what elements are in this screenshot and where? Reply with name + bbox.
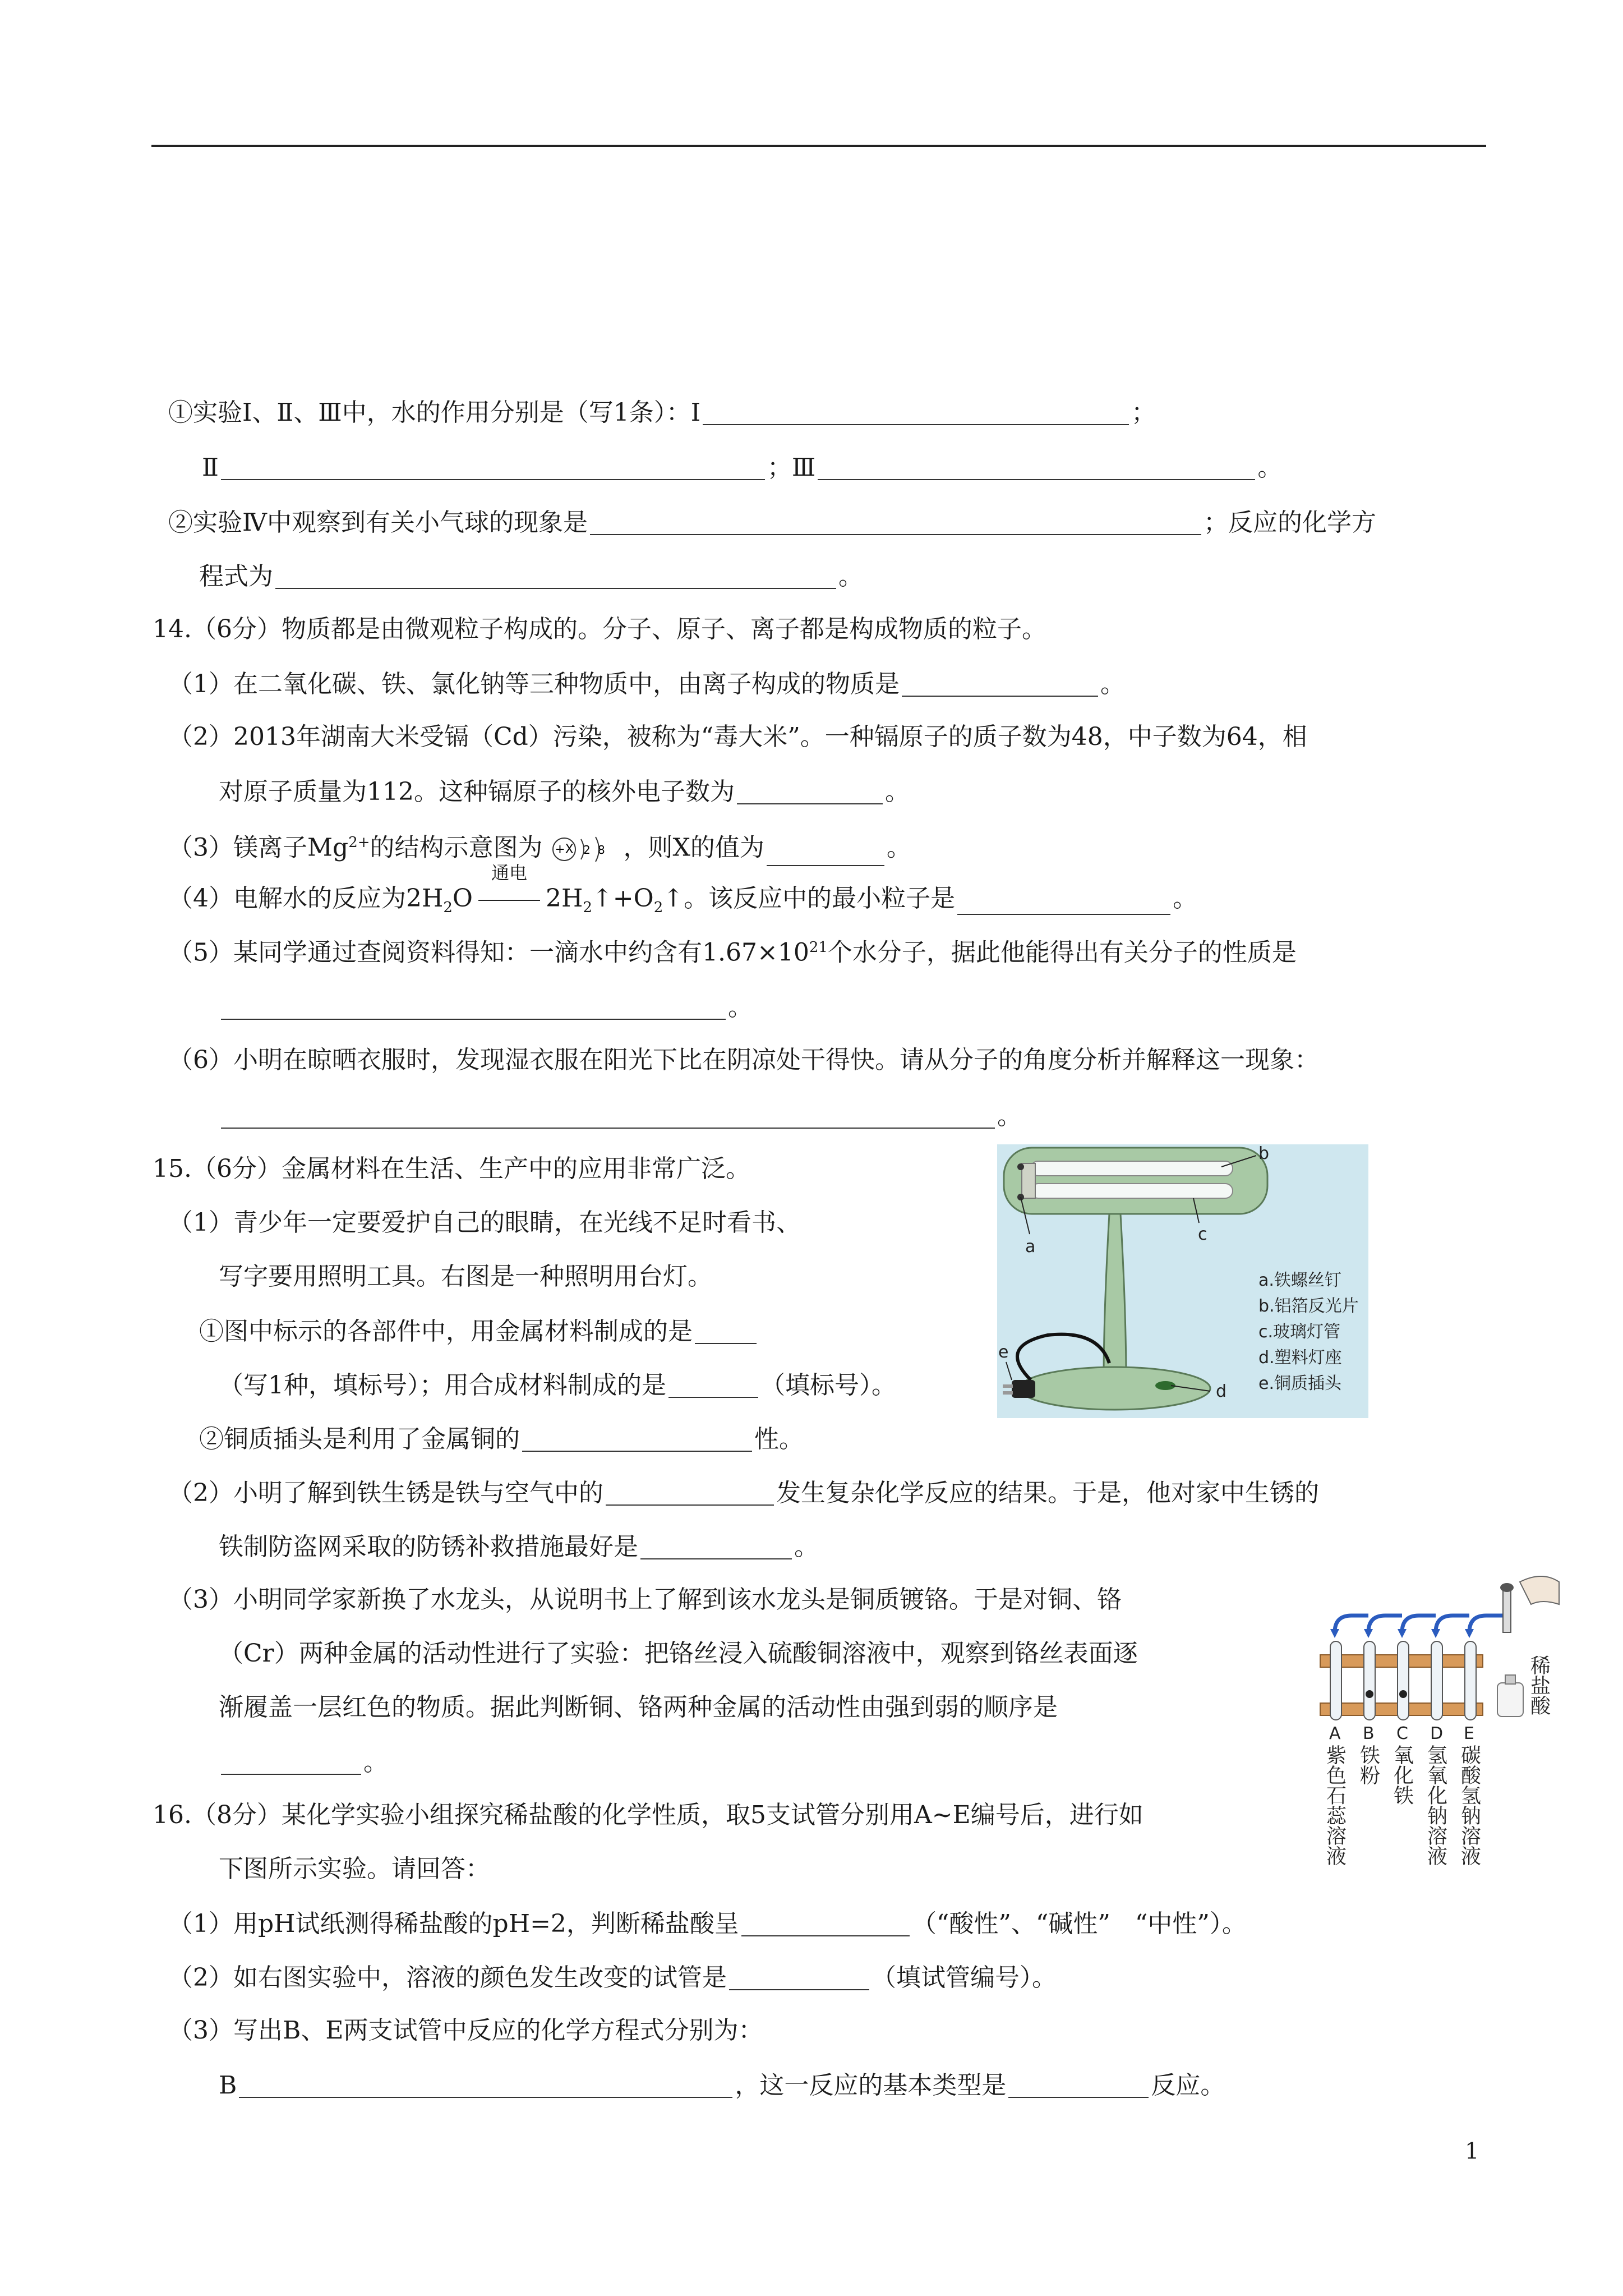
answer-blank[interactable] — [902, 671, 1098, 697]
svg-text:+X: +X — [554, 843, 574, 857]
q16-title-b: 下图所示实验。请回答： — [219, 1855, 490, 1883]
q14-p4-d: ↑+O — [592, 884, 654, 913]
lamp-label-c: c — [1198, 1225, 1207, 1244]
test-tube-figure — [1318, 1571, 1565, 1885]
dropper-icon — [1503, 1588, 1511, 1632]
answer-blank[interactable] — [221, 454, 765, 480]
q14-p2a: （2）2013年湖南大米受镉（Cd）污染，被称为“毒大米”。一种镉原子的质子数为48，中子数为64，相 — [168, 723, 1307, 751]
tube-letter: D — [1430, 1724, 1444, 1743]
answer-blank[interactable] — [606, 1480, 774, 1506]
q13-line2-end: 。 — [1257, 453, 1283, 482]
tube-letter: E — [1464, 1724, 1474, 1743]
q15-p3b: （Cr）两种金属的活动性进行了实验：把铬丝浸入硫酸铜溶液中，观察到铬丝表面逐 — [219, 1639, 1138, 1668]
answer-blank[interactable] — [221, 1749, 361, 1775]
q15-p3a: （3）小明同学家新换了水龙头，从说明书上了解到该水龙头是铜质镀铬。于是对铜、铬 — [168, 1585, 1122, 1614]
q14-p1 — [168, 671, 1125, 697]
q16-p3: （3）写出B、E两支试管中反应的化学方程式分别为： — [168, 2016, 763, 2045]
q15-p1e-text: ②铜质插头是利用了金属铜的 — [199, 1425, 520, 1453]
reaction-condition-text: 通电 — [491, 862, 527, 884]
tube-letter: B — [1363, 1724, 1375, 1743]
q15-p2a-end: 发生复杂化学反应的结果。于是，他对家中生锈的 — [776, 1479, 1319, 1507]
q15-p2b-text: 铁制防盗网采取的防锈补救措施最好是 — [219, 1533, 638, 1561]
lamp-legend-item: b.铝箔反光片 — [1258, 1296, 1359, 1316]
answer-blank[interactable] — [221, 994, 726, 1020]
lamp-legend-item: d.塑料灯座 — [1258, 1348, 1342, 1368]
q15-p1e — [199, 1426, 804, 1452]
answer-blank[interactable] — [275, 563, 836, 589]
tube-letter: A — [1329, 1724, 1341, 1743]
q16-p2-text: （2）如右图实验中，溶液的颜色发生改变的试管是 — [168, 1963, 727, 1992]
q15-p2-end: 。 — [794, 1533, 819, 1561]
q15-p1d-end: （填标号）。 — [760, 1371, 896, 1400]
q14-p6-answer — [219, 1103, 1022, 1129]
q13-line1-end: ； — [1131, 398, 1156, 427]
q14-p5-b: 个水分子，据此他能得出有关分子的性质是 — [827, 938, 1297, 967]
q14-title: 14.（6分）物质都是由微观粒子构成的。分子、原子、离子都是构成物质的粒子。 — [153, 615, 1046, 643]
tube-letter: C — [1396, 1724, 1408, 1743]
q14-p1-end: 。 — [1100, 670, 1125, 698]
q16-title-a: 16.（8分）某化学实验小组探究稀盐酸的化学性质，取5支试管分别用A~E编号后，进行如 — [153, 1801, 1144, 1829]
q14-p4-b: O — [452, 884, 473, 913]
q15-p1d-text: （写1种，填标号）；用合成材料制成的是 — [219, 1371, 666, 1400]
q14-p2b — [219, 779, 910, 804]
answer-blank[interactable] — [221, 1103, 995, 1129]
svg-text:8: 8 — [597, 843, 605, 857]
q14-p5-end: 。 — [728, 993, 753, 1022]
q13-line4 — [199, 563, 863, 589]
q14-p3-sup: 2+ — [348, 834, 370, 851]
answer-blank[interactable] — [957, 889, 1170, 915]
q15-p1e-end: 性。 — [754, 1425, 804, 1453]
q13-line3-end: ；反应的化学方 — [1203, 508, 1376, 537]
tube-label: 氢氧化钠溶液 — [1424, 1745, 1447, 1866]
q14-p5-answer — [219, 994, 753, 1020]
q14-p4-sub: 2 — [583, 899, 592, 916]
q16-p2 — [168, 1964, 1057, 1990]
answer-blank[interactable] — [1008, 2072, 1149, 2098]
answer-blank[interactable] — [729, 1964, 869, 1990]
q14-p5 — [168, 940, 1297, 965]
q14-p3-c: ，则X的值为 — [623, 833, 764, 862]
tube-label: 紫色石蕊溶液 — [1323, 1745, 1347, 1866]
q15-p3-end: 。 — [363, 1748, 388, 1777]
answer-blank[interactable] — [818, 454, 1255, 480]
q15-p2a — [168, 1480, 1319, 1506]
q14-p3 — [168, 832, 911, 866]
q16-p4-end: 反应。 — [1151, 2071, 1225, 2100]
q14-p1-text: （1）在二氧化碳、铁、氯化钠等三种物质中，由离子构成的物质是 — [168, 670, 900, 698]
q14-p3-b: 的结构示意图为 — [370, 833, 543, 862]
reagent-label — [1528, 1655, 1551, 1715]
svg-text:2: 2 — [583, 843, 591, 857]
lamp-label-d: d — [1216, 1382, 1227, 1401]
q13-line3-text: ②实验Ⅳ中观察到有关小气球的现象是 — [168, 508, 588, 537]
lamp-label-b: b — [1258, 1144, 1270, 1163]
q16-p2-end: （填试管编号）。 — [872, 1963, 1057, 1992]
answer-blank[interactable] — [737, 779, 883, 804]
screw-icon — [1017, 1163, 1024, 1170]
q16-p4 — [219, 2072, 1225, 2098]
q15-p1d — [219, 1372, 896, 1398]
q15-p1c — [199, 1318, 759, 1344]
lamp-legend-item: e.铜质插头 — [1258, 1374, 1341, 1393]
q16-p1 — [168, 1911, 1247, 1936]
q15-p1c-text: ①图中标示的各部件中，用金属材料制成的是 — [199, 1317, 693, 1346]
answer-blank[interactable] — [703, 399, 1129, 425]
q14-p4-a: （4）电解水的反应为2H — [168, 884, 444, 913]
q14-p4-e: ↑。该反应中的最小粒子是 — [663, 884, 956, 913]
lamp-legend-item: a.铁螺丝钉 — [1258, 1271, 1341, 1290]
q14-p3-a: （3）镁离子Mg — [168, 833, 349, 862]
q13-line2 — [202, 454, 1282, 480]
q14-p3-end: 。 — [886, 833, 911, 862]
tube-label: 碳酸氢钠溶液 — [1458, 1745, 1481, 1866]
q13-line2-a: Ⅱ — [202, 453, 219, 482]
q14-p2b-text: 对原子质量为112。这种镉原子的核外电子数为 — [219, 777, 735, 806]
header-rule — [151, 145, 1486, 147]
q15-p2b — [219, 1534, 819, 1559]
q13-line1 — [168, 399, 1156, 425]
answer-blank[interactable] — [239, 2072, 732, 2098]
q14-p4-c: 2H — [545, 884, 583, 913]
tube-label: 铁粉 — [1357, 1745, 1380, 1785]
q14-p2-end: 。 — [884, 777, 910, 806]
answer-blank[interactable] — [767, 840, 884, 866]
q14-p4 — [168, 862, 1198, 916]
q15-p1a: （1）青少年一定要爱护自己的眼睛，在光线不足时看书、 — [168, 1208, 801, 1237]
page-number: 1 — [1465, 2138, 1479, 2164]
q13-line1-text: ①实验Ⅰ、Ⅱ、Ⅲ中，水的作用分别是（写1条）：Ⅰ — [168, 398, 701, 427]
tube-label: 氧化铁 — [1390, 1745, 1414, 1805]
answer-blank[interactable] — [522, 1426, 752, 1452]
q16-p1-end: （“酸性”、“碱性” “中性”）。 — [911, 1910, 1247, 1938]
q15-p2a-text: （2）小明了解到铁生锈是铁与空气中的 — [168, 1479, 603, 1507]
q13-line2-b: ；Ⅲ — [767, 453, 816, 482]
lamp-legend-item: c.玻璃灯管 — [1258, 1322, 1341, 1342]
q15-p1b: 写字要用照明工具。右图是一种照明用台灯。 — [219, 1262, 712, 1291]
q14-p5-sup: 21 — [809, 939, 828, 956]
q14-p6: （6）小明在晾晒衣服时，发现湿衣服在阳光下比在阴凉处干得快。请从分子的角度分析并解释这一现象： — [168, 1046, 1319, 1074]
q13-line4-end: 。 — [838, 562, 863, 591]
reagent-char: 稀盐酸 — [1527, 1655, 1551, 1715]
q16-p4-a: B — [219, 2071, 237, 2100]
q15-title: 15.（6分）金属材料在生活、生产中的应用非常广泛。 — [153, 1154, 750, 1183]
q14-p4-sub: 2 — [653, 899, 663, 916]
reagent-bottle-icon — [1497, 1683, 1523, 1717]
reaction-condition — [473, 862, 546, 911]
q14-p6-end: 。 — [997, 1102, 1022, 1130]
answer-blank[interactable] — [668, 1372, 758, 1398]
q16-p4-b: ，这一反应的基本类型是 — [735, 2071, 1007, 2100]
lamp-label-a: a — [1025, 1237, 1036, 1257]
q16-p1-text: （1）用pH试纸测得稀盐酸的pH=2，判断稀盐酸呈 — [168, 1910, 739, 1938]
q14-p4-sub: 2 — [443, 899, 453, 916]
answer-blank[interactable] — [590, 509, 1201, 535]
answer-blank[interactable] — [695, 1318, 757, 1344]
q14-p5-a: （5）某同学通过查阅资料得知：一滴水中约含有1.67×10 — [168, 938, 809, 967]
answer-blank[interactable] — [741, 1911, 910, 1936]
q13-line3 — [168, 509, 1376, 535]
desk-lamp-figure — [997, 1144, 1368, 1418]
q13-line4-text: 程式为 — [199, 562, 273, 591]
q14-p4-end: 。 — [1173, 884, 1198, 913]
mg-ion-structure-icon — [551, 832, 624, 866]
answer-blank[interactable] — [640, 1534, 792, 1559]
q15-p3c: 渐履盖一层红色的物质。据此判断铜、铬两种金属的活动性由强到弱的顺序是 — [219, 1693, 1058, 1722]
lamp-label-e: e — [998, 1342, 1009, 1362]
q15-p3-answer — [219, 1749, 388, 1775]
